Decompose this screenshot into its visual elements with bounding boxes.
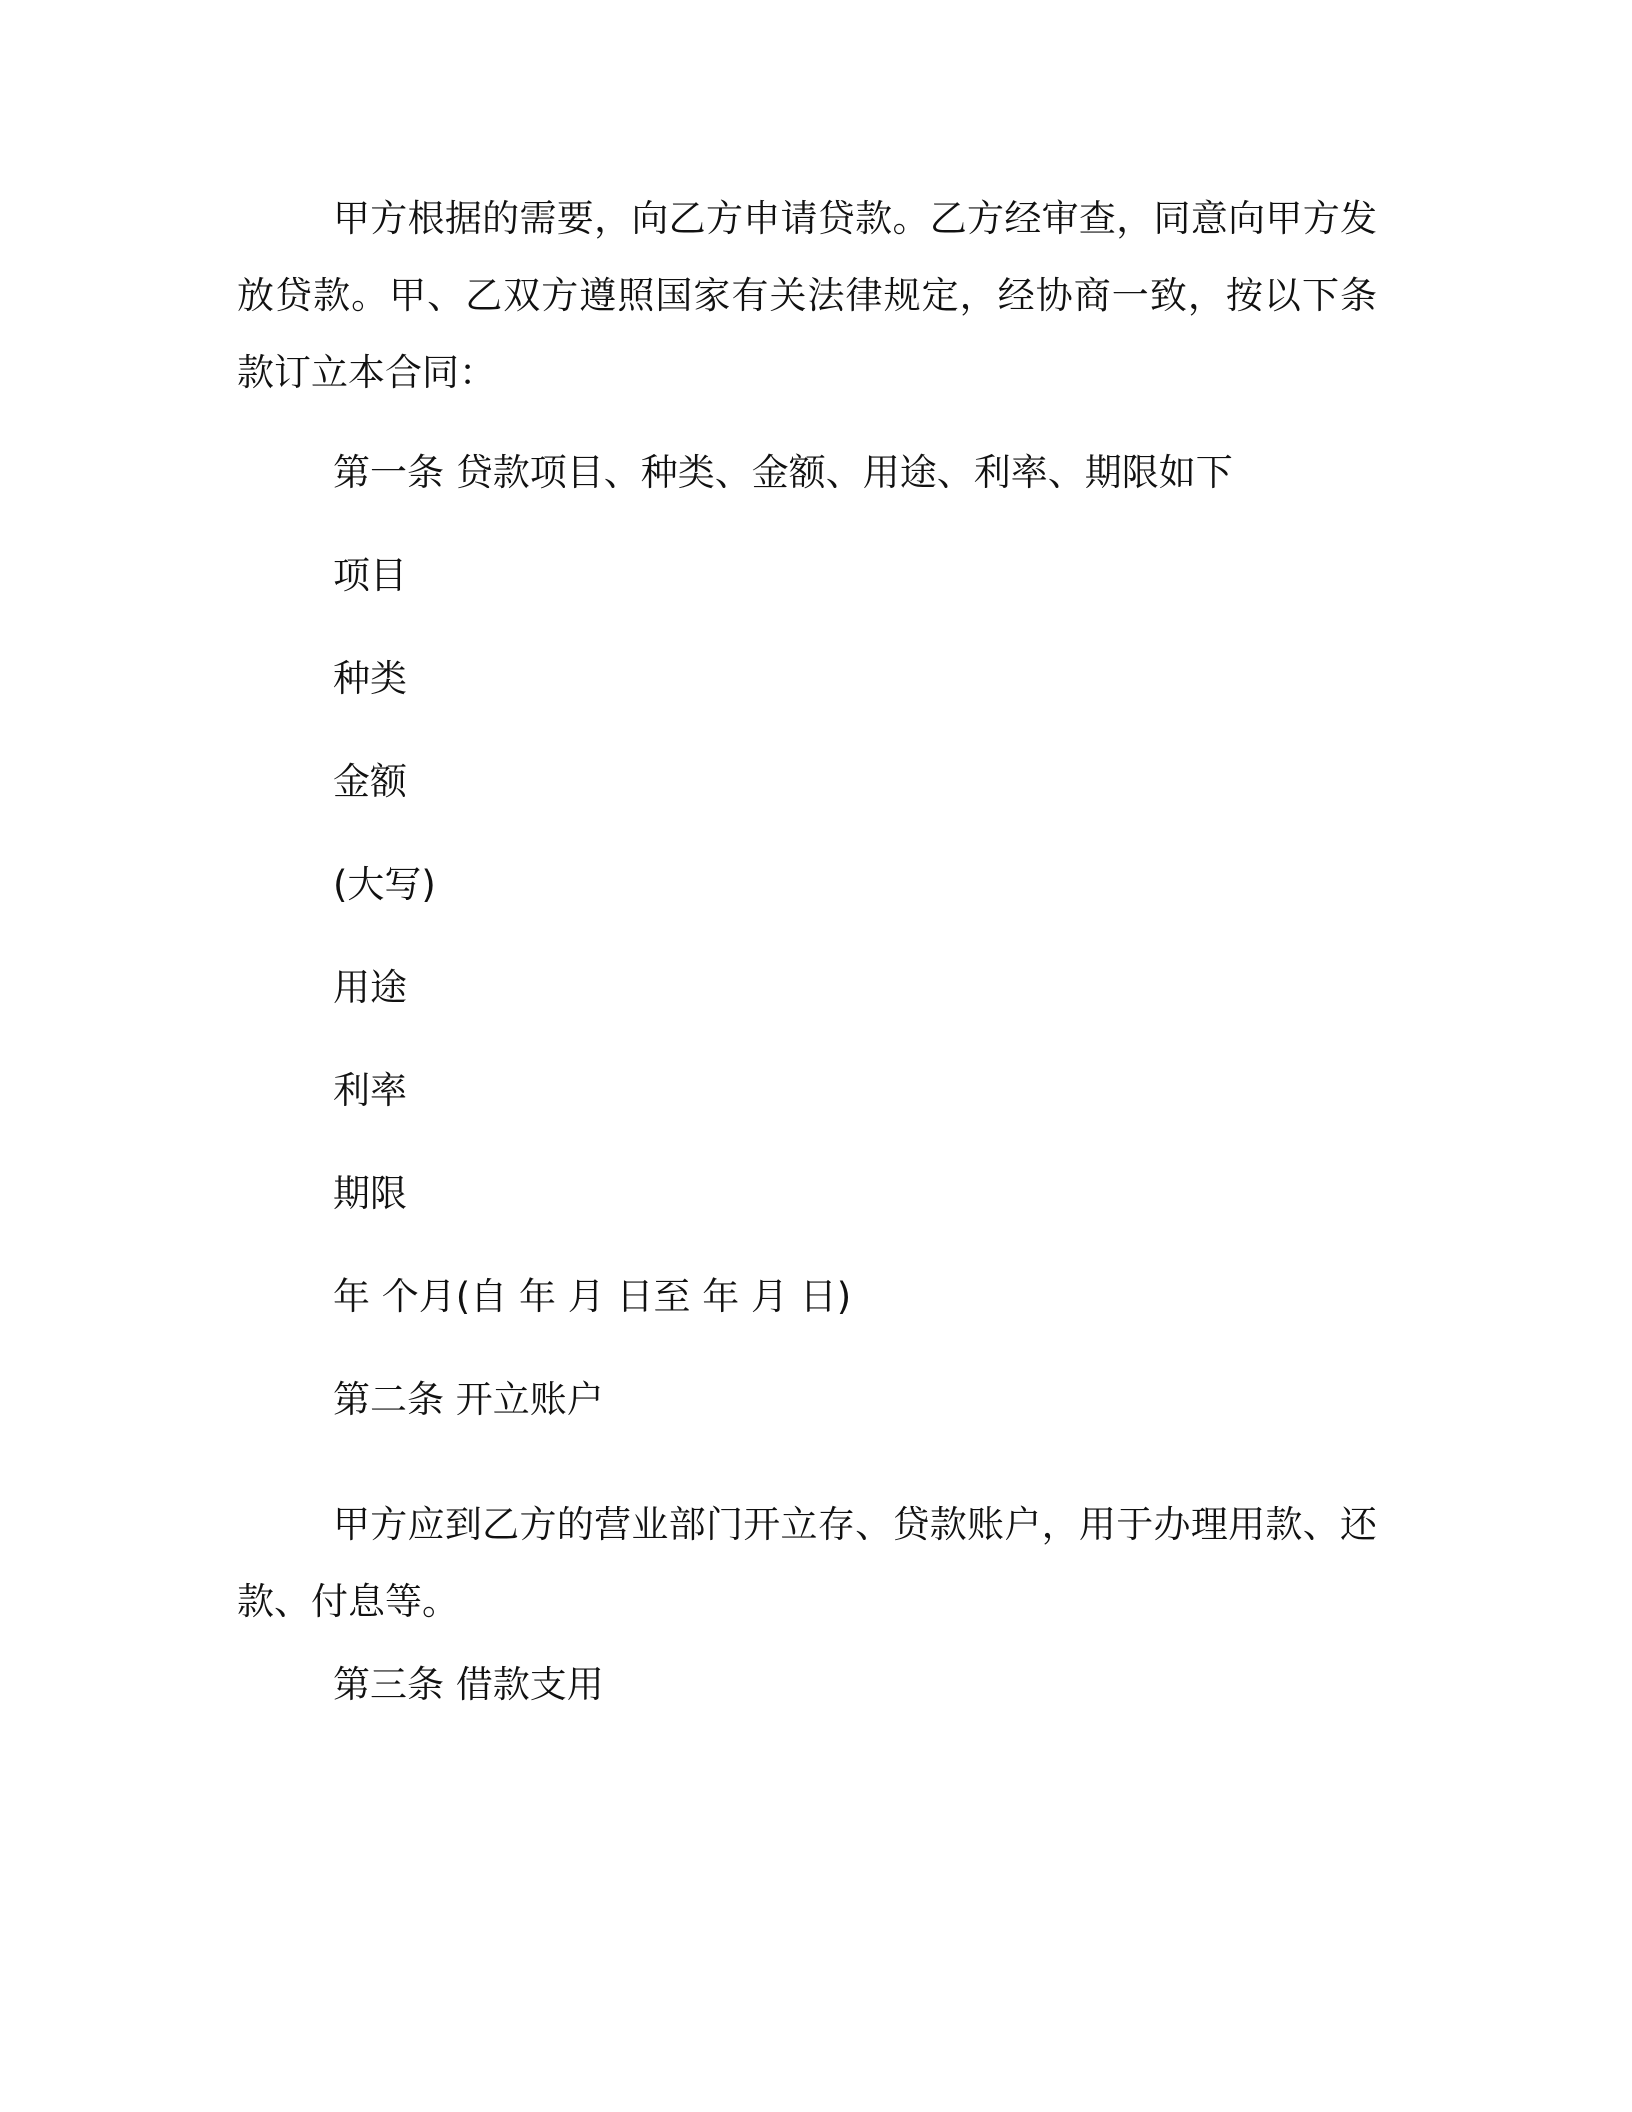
field-amount-label: 金额 xyxy=(333,760,407,803)
field-rate-label: 利率 xyxy=(333,1069,407,1112)
article-2-title: 第二条 开立账户 xyxy=(333,1378,604,1421)
article-2-body: 甲方应到乙方的营业部门开立存、贷款账户，用于办理用款、还款、付息等。 xyxy=(237,1503,1377,1623)
field-term-label: 期限 xyxy=(333,1172,407,1215)
field-project-label: 项目 xyxy=(333,554,407,597)
term-detail-line: 年 个月(自 年 月 日至 年 月 日) xyxy=(333,1275,852,1318)
field-purpose-label: 用途 xyxy=(333,966,407,1009)
intro-paragraph: 甲方根据的需要，向乙方申请贷款。乙方经审查，同意向甲方发放贷款。甲、乙双方遵照国家有关法律规定，经协商一致，按以下条款订立本合同： xyxy=(237,197,1377,394)
article-1-title: 第一条 贷款项目、种类、金额、用途、利率、期限如下 xyxy=(333,451,1233,494)
field-type-label: 种类 xyxy=(333,657,407,700)
field-amount-upper-label: (大写) xyxy=(333,863,436,906)
article-3-title: 第三条 借款支用 xyxy=(333,1663,604,1706)
